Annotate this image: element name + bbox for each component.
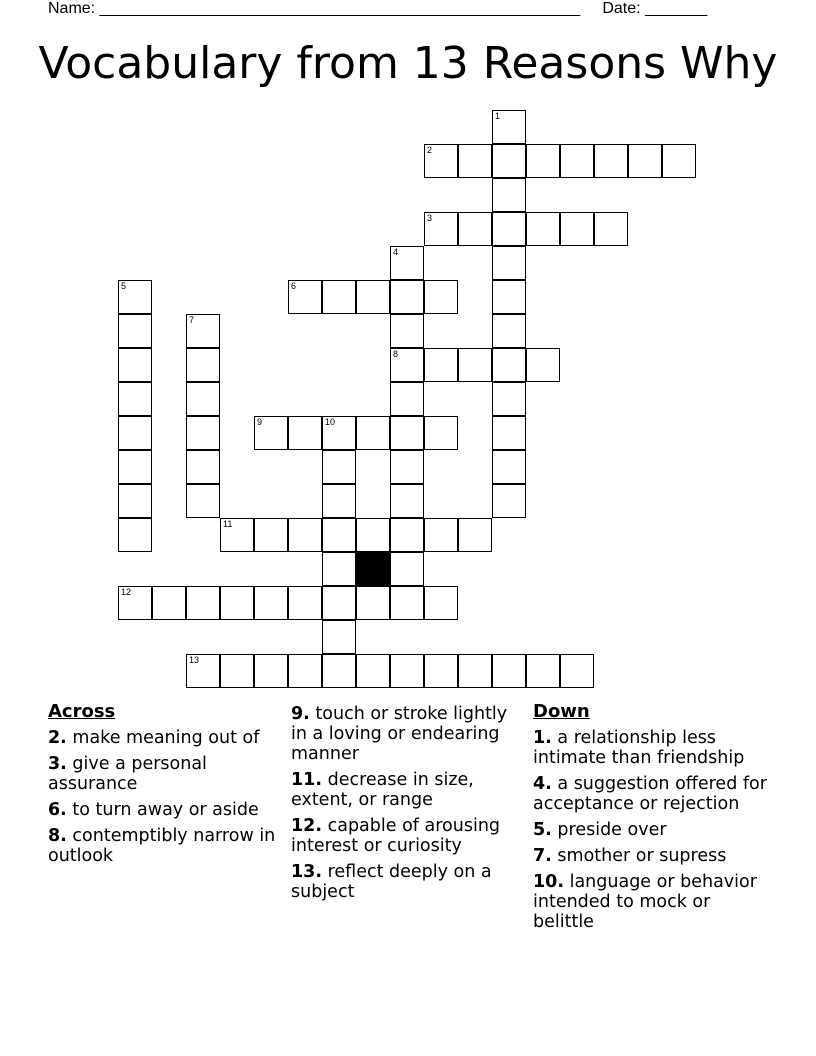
grid-cell[interactable] [356,280,390,314]
clue-number: 9 [257,417,263,427]
clue-number: 8 [393,349,399,359]
grid-cell[interactable] [220,586,254,620]
clue-across-9: 9. touch or stroke lightly in a loving or endearing manner [291,704,508,764]
grid-cell[interactable] [458,212,492,246]
grid-cell[interactable] [118,348,152,382]
grid-cell[interactable] [594,144,628,178]
clue-number: 7 [189,315,195,325]
grid-cell[interactable] [118,518,152,552]
grid-cell[interactable] [186,314,220,348]
grid-cell[interactable] [560,654,594,688]
grid-cell[interactable] [322,280,356,314]
clue-number: 12 [121,587,132,597]
grid-cell[interactable] [288,654,322,688]
grid-cell[interactable] [424,416,458,450]
grid-cell[interactable] [118,382,152,416]
grid-cell[interactable] [220,654,254,688]
grid-cell[interactable] [118,484,152,518]
grid-cell[interactable] [594,212,628,246]
grid-cell[interactable] [254,654,288,688]
grid-cell[interactable] [322,416,356,450]
grid-cell[interactable] [390,450,424,484]
grid-cell[interactable] [390,416,424,450]
grid-cell[interactable] [288,416,322,450]
grid-cell[interactable] [254,586,288,620]
clue-across-8: 8. contemptibly narrow in outlook [48,826,276,866]
grid-cell[interactable] [186,416,220,450]
grid-cell[interactable] [390,246,424,280]
grid-cell[interactable] [322,552,356,586]
grid-cell[interactable] [424,348,458,382]
grid-cell[interactable] [356,586,390,620]
grid-cell[interactable] [186,484,220,518]
grid-cell[interactable] [118,586,152,620]
grid-cell[interactable] [288,280,322,314]
grid-cell[interactable] [492,280,526,314]
clue-across-12: 12. capable of arousing interest or curiosity [291,816,501,856]
grid-cell[interactable] [492,246,526,280]
grid-cell[interactable] [492,212,526,246]
clue-down-5: 5. preside over [533,820,667,840]
grid-cell[interactable] [390,280,424,314]
grid-cell[interactable] [424,212,458,246]
clue-across-2: 2. make meaning out of [48,728,260,748]
grid-cell[interactable] [390,518,424,552]
grid-cell[interactable] [118,280,152,314]
page-title: Vocabulary from 13 Reasons Why [38,38,778,89]
grid-cell[interactable] [356,654,390,688]
grid-cell[interactable] [288,518,322,552]
clue-across-6: 6. to turn away or aside [48,800,259,820]
grid-cell[interactable] [322,620,356,654]
clue-number: 2 [427,145,433,155]
grid-cell[interactable] [390,382,424,416]
name-date-line: Name: ______________________________________________________ Date: _______ [48,0,708,17]
grid-cell[interactable] [390,484,424,518]
grid-cell[interactable] [492,178,526,212]
grid-cell[interactable] [288,586,322,620]
grid-cell[interactable] [152,586,186,620]
grid-cell[interactable] [492,314,526,348]
clue-down-7: 7. smother or supress [533,846,727,866]
grid-cell[interactable] [356,416,390,450]
grid-cell[interactable] [322,586,356,620]
grid-cell[interactable] [560,144,594,178]
grid-cell[interactable] [322,484,356,518]
clue-number: 1 [495,111,501,121]
grid-cell[interactable] [560,212,594,246]
black-square [356,552,390,586]
clue-number: 5 [121,281,127,291]
grid-cell[interactable] [186,654,220,688]
clue-across-13: 13. reflect deeply on a subject [291,862,492,902]
grid-cell[interactable] [526,144,560,178]
grid-cell[interactable] [118,314,152,348]
grid-cell[interactable] [424,518,458,552]
grid-cell[interactable] [492,110,526,144]
grid-cell[interactable] [220,518,254,552]
grid-cell[interactable] [458,654,492,688]
grid-cell[interactable] [424,280,458,314]
grid-cell[interactable] [492,348,526,382]
grid-cell[interactable] [458,348,492,382]
grid-cell[interactable] [356,518,390,552]
grid-cell[interactable] [526,212,560,246]
grid-cell[interactable] [492,484,526,518]
grid-cell[interactable] [322,654,356,688]
grid-cell[interactable] [492,416,526,450]
grid-cell[interactable] [322,518,356,552]
grid-cell[interactable] [390,552,424,586]
grid-cell[interactable] [254,416,288,450]
clue-across-3: 3. give a personal assurance [48,754,207,794]
grid-cell[interactable] [390,348,424,382]
grid-cell[interactable] [390,586,424,620]
clue-down-4: 4. a suggestion offered for acceptance or rejection [533,774,767,814]
clue-number: 11 [223,519,233,529]
clue-number: 3 [427,213,433,223]
clue-down-1: 1. a relationship less intimate than friendship [533,728,745,768]
clue-number: 10 [325,417,336,427]
grid-cell[interactable] [424,654,458,688]
grid-cell[interactable] [118,416,152,450]
grid-cell[interactable] [492,654,526,688]
clue-number: 13 [189,655,200,665]
clue-down-10: 10. language or behavior intended to mock or belittle [533,872,757,932]
across-heading: Across [48,701,116,722]
grid-cell[interactable] [322,450,356,484]
grid-cell[interactable] [458,518,492,552]
grid-cell[interactable] [390,654,424,688]
clues-column-1 [48,700,283,872]
grid-cell[interactable] [458,144,492,178]
clue-number: 6 [291,281,297,291]
grid-cell[interactable] [186,586,220,620]
grid-cell[interactable] [254,518,288,552]
grid-cell[interactable] [424,144,458,178]
grid-cell[interactable] [186,450,220,484]
clues-column-2 [291,704,526,908]
clues-column-3 [533,700,768,938]
grid-cell[interactable] [186,348,220,382]
grid-cell[interactable] [492,144,526,178]
grid-cell[interactable] [526,348,560,382]
grid-cell[interactable] [118,450,152,484]
grid-cell[interactable] [662,144,696,178]
grid-cell[interactable] [424,586,458,620]
grid-cell[interactable] [390,314,424,348]
clue-number: 4 [393,247,399,257]
grid-cell[interactable] [628,144,662,178]
clue-across-11: 11. decrease in size, extent, or range [291,770,474,810]
grid-cell[interactable] [186,382,220,416]
grid-cell[interactable] [492,382,526,416]
down-heading: Down [533,701,590,722]
grid-cell[interactable] [492,450,526,484]
grid-cell[interactable] [526,654,560,688]
